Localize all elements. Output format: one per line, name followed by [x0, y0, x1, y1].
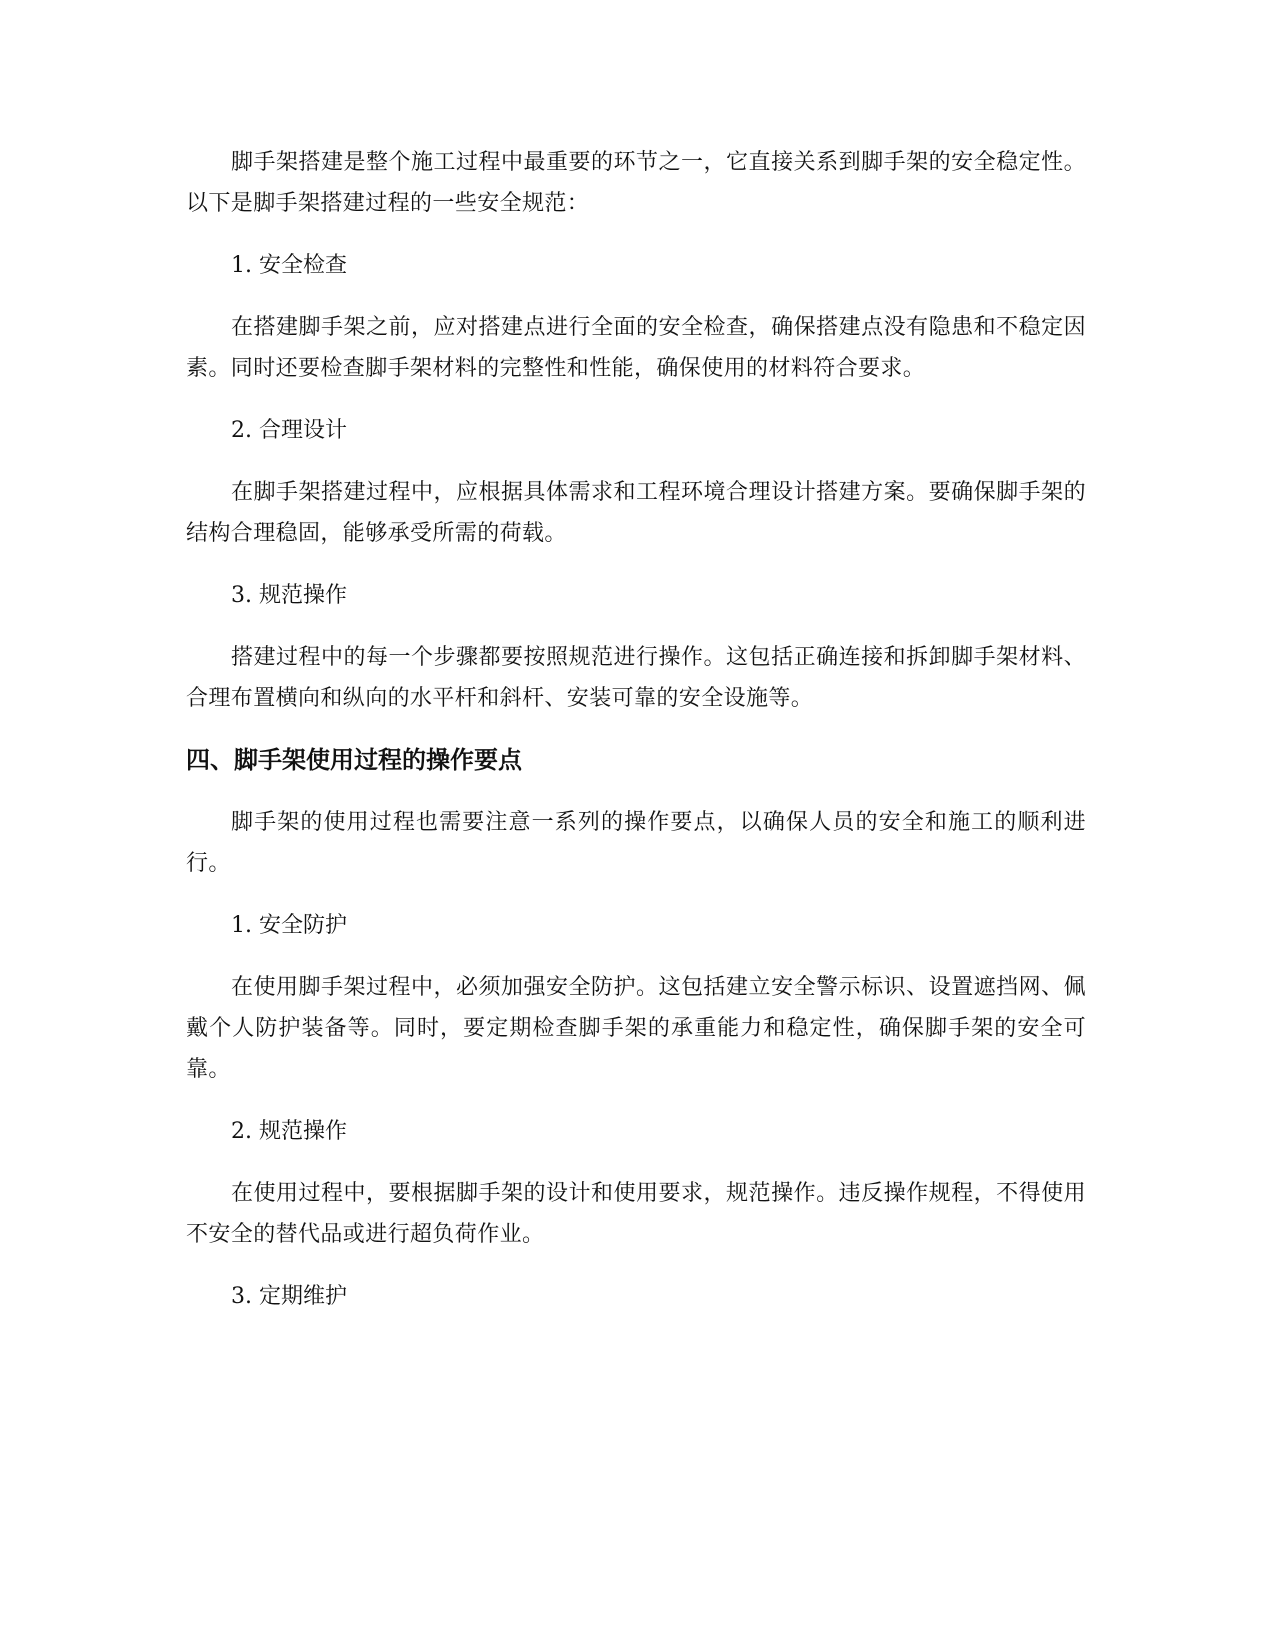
intro-paragraph: 脚手架搭建是整个施工过程中最重要的环节之一，它直接关系到脚手架的安全稳定性。以下是脚手架搭建过程的一些安全规范：: [186, 150, 1086, 216]
list-item-reasonable-design: 2. 合理设计: [231, 418, 347, 443]
usage-intro-paragraph: 脚手架的使用过程也需要注意一系列的操作要点，以确保人员的安全和施工的顺利进行。: [186, 810, 1086, 876]
document-body: [186, 142, 1086, 1338]
list-item-regular-maintenance: 3. 定期维护: [231, 1284, 347, 1309]
list-item-standard-operation: 3. 规范操作: [231, 583, 347, 608]
section-heading: 四、脚手架使用过程的操作要点: [186, 746, 522, 774]
safety-check-paragraph: 在搭建脚手架之前，应对搭建点进行全面的安全检查，确保搭建点没有隐患和不稳定因素。同时还要检查脚手架材料的完整性和性能，确保使用的材料符合要求。: [186, 315, 1086, 381]
reasonable-design-paragraph: 在脚手架搭建过程中，应根据具体需求和工程环境合理设计搭建方案。要确保脚手架的结构合理稳固，能够承受所需的荷载。: [186, 480, 1086, 546]
list-item-usage-standard-operation: 2. 规范操作: [231, 1119, 347, 1144]
safety-protection-paragraph: 在使用脚手架过程中，必须加强安全防护。这包括建立安全警示标识、设置遮挡网、佩戴个人防护装备等。同时，要定期检查脚手架的承重能力和稳定性，确保脚手架的安全可靠。: [186, 975, 1086, 1082]
standard-operation-paragraph: 搭建过程中的每一个步骤都要按照规范进行操作。这包括正确连接和拆卸脚手架材料、合理布置横向和纵向的水平杆和斜杆、安装可靠的安全设施等。: [186, 645, 1086, 711]
list-item-safety-protection: 1. 安全防护: [231, 913, 347, 938]
list-item-safety-check: 1. 安全检查: [231, 253, 347, 278]
usage-standard-operation-paragraph: 在使用过程中，要根据脚手架的设计和使用要求，规范操作。违反操作规程，不得使用不安全的替代品或进行超负荷作业。: [186, 1181, 1086, 1247]
